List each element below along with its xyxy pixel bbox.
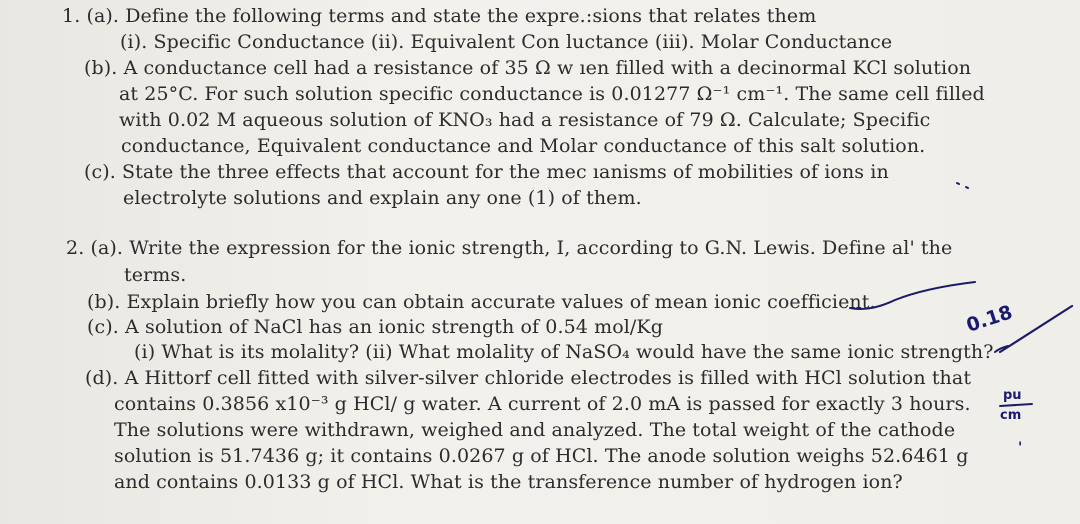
handwritten-note-value: 0.18: [963, 301, 1016, 337]
q1b-line1: (b). A conductance cell had a resistance of 35 Ω w ıen filled with a decinormal KCl solution: [84, 57, 972, 79]
q2b-line1: (b). Explain briefly how you can obtain accurate values of mean ionic coefficient.: [87, 291, 876, 313]
q2d-line1: (d). A Hittorf cell fitted with silver-silver chloride electrodes is filled with HCl solution that: [85, 367, 972, 389]
pen-dots: [957, 183, 968, 188]
q1a-line2: (i). Specific Conductance (ii). Equivalent Con luctance (iii). Molar Conductance: [120, 31, 893, 53]
handwritten-fraction-top: pu: [1003, 388, 1022, 403]
q2c-line1: (c). A solution of NaCl has an ionic strength of 0.54 mol/Kg: [87, 316, 663, 338]
q2c-line2: (i) What is its molality? (ii) What molality of NaSO₄ would have the same ionic strength?: [134, 341, 994, 363]
q1a-line1: 1. (a). Define the following terms and state the expre.:sions that relates them: [62, 5, 817, 27]
q2d-line3: The solutions were withdrawn, weighed and analyzed. The total weight of the cathode: [114, 419, 956, 441]
q2d-line4: solution is 51.7436 g; it contains 0.0267 g of HCl. The anode solution weighs 52.6461 g: [114, 445, 969, 467]
q2a-line1: 2. (a). Write the expression for the ionic strength, I, according to G.N. Lewis. Define al' the: [66, 237, 953, 259]
q1b-line4: conductance, Equivalent conductance and Molar conductance of this salt solution.: [121, 135, 926, 157]
q1b-line3: with 0.02 M aqueous solution of KNO₃ had a resistance of 79 Ω. Calculate; Specific: [119, 109, 931, 131]
q2a-line2: terms.: [124, 264, 187, 286]
pen-stroke-underline: [850, 282, 975, 309]
handwritten-mark: ': [1018, 440, 1023, 456]
q2d-line2: contains 0.3856 x10⁻³ g HCl/ g water. A current of 2.0 mA is passed for exactly 3 hours.: [114, 393, 971, 415]
handwritten-fraction-bottom: cm: [1000, 408, 1022, 423]
q2d-line5: and contains 0.0133 g of HCl. What is the transference number of hydrogen ion?: [114, 471, 903, 493]
q1c-line2: electrolyte solutions and explain any one (1) of them.: [123, 187, 642, 209]
q1c-line1: (c). State the three effects that account for the mec ıanisms of mobilities of ions in: [84, 161, 889, 183]
q1b-line2: at 25°C. For such solution specific conductance is 0.01277 Ω⁻¹ cm⁻¹. The same cell filled: [119, 83, 985, 105]
pen-stroke-fraction-bar: [1000, 404, 1032, 406]
